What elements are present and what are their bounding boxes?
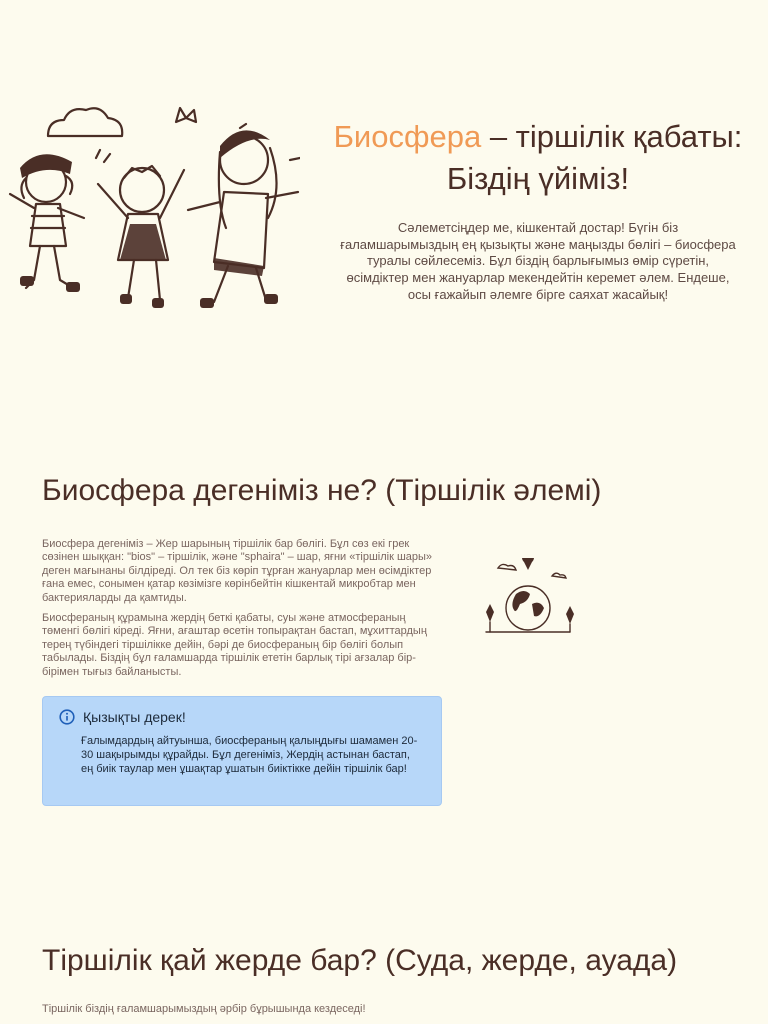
hero-title [328, 116, 748, 200]
hero-title-accent: Биосфера [333, 119, 482, 154]
section2-intro: Тіршілік біздің ғаламшарымыздың әрбір бұрышында кездеседі! [42, 1003, 366, 1015]
callout-text: Ғалымдардың айтуынша, биосфераның қалыңдығы шамамен 20-30 шақырымды құрайды. Бұл дегеніміз, Жердің астынан бастап, ең биік таулар мен ұшақтар ұшатын биіктікке дейін тіршілік бар! [81, 735, 418, 775]
hero-title-rest: – тіршілік қабаты: Біздің үйіміз! [446, 119, 743, 196]
info-icon [59, 709, 75, 725]
fun-fact-callout [42, 696, 442, 806]
section-title-where-life-exists: Тіршілік қай жерде бар? (Суда, жерде, ауада) [42, 944, 678, 977]
hero [328, 116, 748, 304]
paragraph: Биосфераның құрамына жердің беткі қабаты, суы және атмосфераның төменгі бөлігі кіреді. Яғни, ағаштар өсетін топырақтан бастап, мұхиттардың терең түбіндегі тіршілікке дейін, бәрі де биосфераның бір бөлігі болып табылады. Біздің бұл ғаламшарда тіршілік ететін барлық тірі ағзалар бір-бірімен тығыз байланысты. [42, 612, 427, 678]
children-illustration [0, 98, 300, 330]
section-title-biosphere: Биосфера дегеніміз не? (Тіршілік әлемі) [42, 474, 602, 507]
hero-intro: Сәлеметсіңдер ме, кішкентай достар! Бүгін біз ғаламшарымыздың ең қызықты және маңызды бөлігі – биосфера туралы сөйлесеміз. Бұл біздің барлығымыз өмір сүретін, өсімдіктер мен жануарлар мекендейтін керемет әлем. Ендеше, осы ғажайып әлемге бірге саяхат жасайық! [340, 219, 736, 303]
paragraph: Биосфера дегеніміз – Жер шарының тіршілік бар бөлігі. Бұл сөз екі грек сөзінен шыққан: "bios" – тіршілік, және "sphaira" – шар, яғни «тіршілік шары» деген мағынаны білдіреді. Ол тек біз көріп тұрған жануарлар мен өсімдіктер ғана емес, сонымен қатар көзімізге көрінбейтін кішкентай микробтар мен бактерияларды да қамтиды. [42, 538, 433, 604]
globe-illustration [476, 558, 580, 648]
section-body [42, 538, 442, 686]
callout-title: Қызықты дерек! [83, 709, 186, 725]
